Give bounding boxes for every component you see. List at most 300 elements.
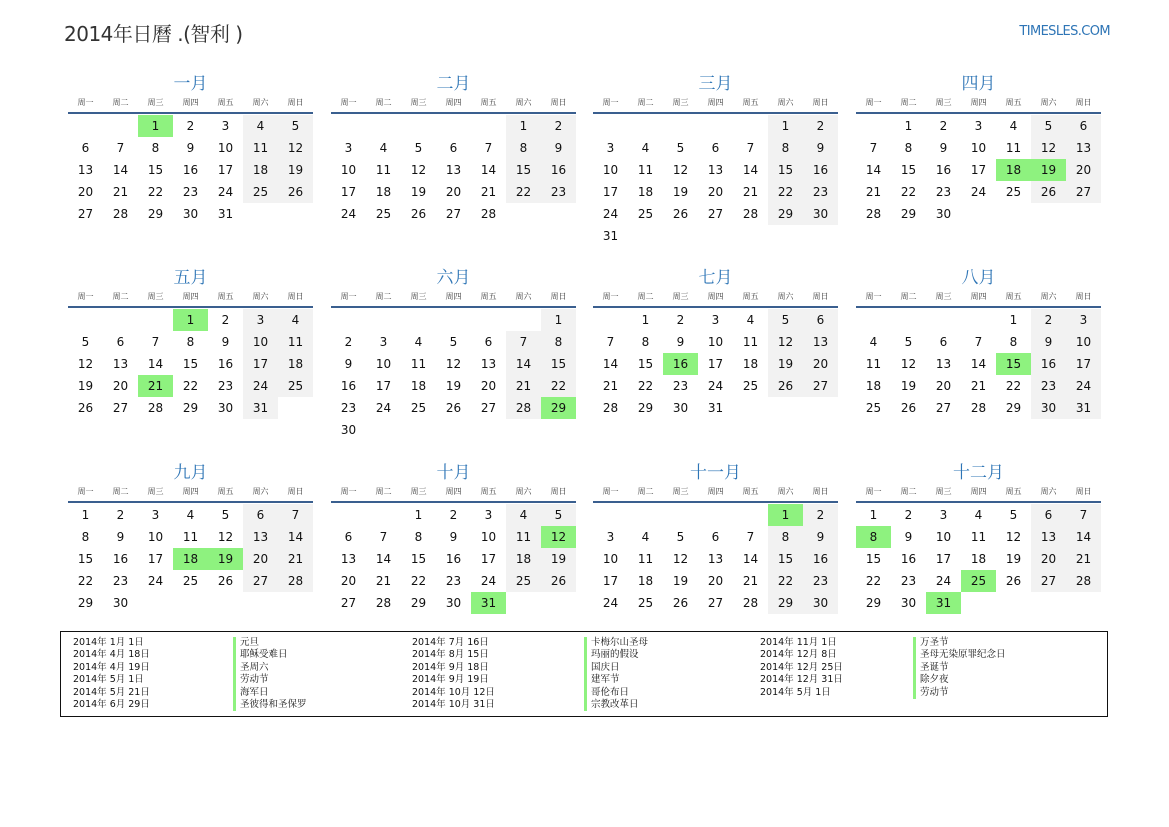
day-cell: 19	[672, 185, 689, 199]
day-cell: 27	[1031, 570, 1066, 592]
day-cell: 4	[1009, 119, 1018, 133]
day-cell: 26	[541, 570, 576, 592]
holiday-name: 劳动节	[233, 674, 307, 686]
day-cell: 26	[672, 596, 689, 610]
day-cell: 26	[410, 207, 427, 221]
day-cell: 21	[480, 185, 497, 199]
day-cell: 4	[869, 335, 878, 349]
day-cell: 6	[243, 504, 278, 526]
day-cell: 4	[243, 115, 278, 137]
day-cell: 6	[116, 335, 125, 349]
day-cell: 9	[939, 141, 948, 155]
day-cell: 8	[904, 141, 913, 155]
day-grid	[331, 115, 576, 225]
holiday-name: 圣彼得和圣保罗	[233, 699, 307, 711]
day-cell: 8	[151, 141, 160, 155]
weekday-header	[331, 290, 576, 308]
day-cell: 5	[1031, 115, 1066, 137]
day-cell: 29	[768, 203, 803, 225]
day-grid	[593, 115, 838, 247]
day-cell: 29	[77, 596, 94, 610]
holiday-name: 宗教改革日	[584, 699, 648, 711]
day-cell: 12	[410, 163, 427, 177]
weekday-label: 周五	[480, 487, 497, 496]
day-cell: 15	[900, 163, 917, 177]
holiday-day: 18	[996, 159, 1031, 181]
day-cell: 20	[243, 548, 278, 570]
day-cell: 14	[742, 552, 759, 566]
weekday-label: 周二	[112, 98, 129, 107]
month-11	[593, 461, 838, 614]
day-cell: 3	[711, 313, 720, 327]
day-cell: 13	[340, 552, 357, 566]
weekday-header	[331, 485, 576, 503]
day-cell: 17	[480, 552, 497, 566]
day-cell: 11	[410, 357, 427, 371]
day-grid	[331, 309, 576, 441]
day-cell: 17	[935, 552, 952, 566]
weekday-label: 周二	[900, 292, 917, 301]
day-cell: 21	[970, 379, 987, 393]
holiday-day: 1	[768, 504, 803, 526]
day-cell: 24	[480, 574, 497, 588]
day-cell: 1	[904, 119, 913, 133]
empty-cell	[698, 504, 733, 526]
day-cell: 30	[900, 596, 917, 610]
day-cell: 25	[637, 596, 654, 610]
day-cell: 15	[182, 357, 199, 371]
day-cell: 5	[768, 309, 803, 331]
day-cell: 16	[217, 357, 234, 371]
weekday-header	[68, 290, 313, 308]
day-cell: 28	[480, 207, 497, 221]
day-cell: 10	[480, 530, 497, 544]
day-cell: 19	[278, 159, 313, 181]
day-cell: 30	[803, 592, 838, 614]
day-cell: 27	[445, 207, 462, 221]
day-cell: 2	[803, 504, 838, 526]
weekday-label: 周日	[550, 487, 567, 496]
day-cell: 1	[1009, 313, 1018, 327]
day-cell: 15	[541, 353, 576, 375]
day-cell: 20	[803, 353, 838, 375]
holiday-name: 圣诞节	[913, 662, 1006, 674]
day-cell: 13	[480, 357, 497, 371]
day-cell: 1	[768, 115, 803, 137]
day-cell: 19	[445, 379, 462, 393]
day-cell: 23	[803, 570, 838, 592]
weekday-label: 周五	[742, 98, 759, 107]
day-cell: 29	[1005, 401, 1022, 415]
day-cell: 27	[803, 375, 838, 397]
holiday-day: 18	[173, 548, 208, 570]
day-cell: 14	[1066, 526, 1101, 548]
month-3	[593, 72, 838, 247]
weekday-header	[593, 485, 838, 503]
holiday-date: 2014年 1月 1日	[73, 637, 144, 648]
weekday-label: 周六	[1040, 487, 1057, 496]
day-cell: 10	[935, 530, 952, 544]
day-cell: 19	[672, 574, 689, 588]
weekday-label: 周日	[1075, 98, 1092, 107]
day-cell: 31	[217, 207, 234, 221]
day-cell: 31	[707, 401, 724, 415]
month-name: 五月	[173, 268, 208, 288]
holiday-date: 2014年 10月 31日	[412, 698, 495, 710]
holiday-names-column	[913, 637, 1006, 699]
day-cell: 16	[445, 552, 462, 566]
holiday-date: 2014年 6月 29日	[73, 698, 150, 710]
weekday-header	[593, 290, 838, 308]
empty-cell	[366, 504, 401, 526]
weekday-label: 周二	[900, 487, 917, 496]
day-cell: 27	[935, 401, 952, 415]
day-cell: 6	[449, 141, 458, 155]
holiday-date: 2014年 12月 31日	[760, 674, 843, 686]
weekday-label: 周二	[637, 98, 654, 107]
weekday-label: 周日	[550, 292, 567, 301]
weekday-label: 周三	[935, 487, 952, 496]
day-cell: 24	[935, 574, 952, 588]
day-cell: 7	[278, 504, 313, 526]
holiday-date: 2014年 7月 16日	[412, 637, 489, 648]
day-cell: 11	[742, 335, 759, 349]
weekday-label: 周四	[445, 487, 462, 496]
holiday-day: 29	[541, 397, 576, 419]
day-cell: 13	[112, 357, 129, 371]
holiday-date: 2014年 5月 1日	[760, 686, 831, 698]
day-cell: 22	[506, 181, 541, 203]
day-cell: 27	[707, 596, 724, 610]
day-cell: 31	[1066, 397, 1101, 419]
day-cell: 7	[1066, 504, 1101, 526]
day-cell: 12	[768, 331, 803, 353]
empty-cell	[401, 115, 436, 137]
day-cell: 23	[1031, 375, 1066, 397]
day-cell: 25	[410, 401, 427, 415]
day-cell: 15	[506, 159, 541, 181]
day-cell: 2	[449, 508, 458, 522]
day-cell: 28	[970, 401, 987, 415]
day-cell: 10	[602, 163, 619, 177]
month-5	[68, 266, 313, 419]
empty-cell	[593, 115, 628, 137]
day-cell: 9	[803, 526, 838, 548]
holiday-date: 2014年 11月 1日	[760, 637, 837, 648]
day-cell: 17	[217, 163, 234, 177]
weekday-label: 周一	[865, 292, 882, 301]
day-cell: 4	[641, 530, 650, 544]
day-cell: 24	[243, 375, 278, 397]
weekday-label: 周五	[1005, 292, 1022, 301]
day-cell: 17	[970, 163, 987, 177]
day-cell: 28	[742, 596, 759, 610]
day-cell: 13	[707, 163, 724, 177]
day-cell: 19	[77, 379, 94, 393]
day-cell: 25	[637, 207, 654, 221]
day-cell: 2	[939, 119, 948, 133]
day-cell: 29	[865, 596, 882, 610]
day-cell: 30	[217, 401, 234, 415]
weekday-label: 周六	[777, 98, 794, 107]
empty-cell	[733, 115, 768, 137]
day-cell: 25	[243, 181, 278, 203]
holiday-day: 8	[856, 526, 891, 548]
day-cell: 26	[77, 401, 94, 415]
day-cell: 2	[676, 313, 685, 327]
day-cell: 7	[746, 530, 755, 544]
day-cell: 2	[541, 115, 576, 137]
weekday-label: 周一	[602, 487, 619, 496]
day-cell: 23	[112, 574, 129, 588]
day-cell: 10	[147, 530, 164, 544]
day-cell: 11	[278, 331, 313, 353]
day-cell: 24	[602, 596, 619, 610]
weekday-label: 周日	[1075, 292, 1092, 301]
day-cell: 24	[217, 185, 234, 199]
day-cell: 11	[637, 552, 654, 566]
holiday-name: 卡梅尔山圣母	[584, 637, 648, 649]
weekday-label: 周五	[217, 292, 234, 301]
holiday-name: 哥伦布日	[584, 687, 648, 699]
day-cell: 1	[414, 508, 423, 522]
month-name: 九月	[173, 463, 208, 483]
month-8	[856, 266, 1101, 419]
day-cell: 5	[278, 115, 313, 137]
holiday-name: 圣周六	[233, 662, 307, 674]
day-cell: 7	[116, 141, 125, 155]
weekday-label: 周三	[147, 292, 164, 301]
weekday-label: 周四	[182, 292, 199, 301]
day-cell: 6	[1066, 115, 1101, 137]
day-cell: 8	[768, 137, 803, 159]
day-cell: 20	[445, 185, 462, 199]
weekday-label: 周一	[340, 292, 357, 301]
weekday-label: 周四	[970, 487, 987, 496]
day-cell: 11	[506, 526, 541, 548]
day-cell: 23	[217, 379, 234, 393]
holiday-day: 12	[541, 526, 576, 548]
month-10	[331, 461, 576, 614]
day-cell: 7	[606, 335, 615, 349]
day-cell: 6	[711, 530, 720, 544]
day-cell: 10	[340, 163, 357, 177]
weekday-label: 周三	[935, 98, 952, 107]
month-7	[593, 266, 838, 419]
month-12	[856, 461, 1101, 614]
holiday-dates-column	[760, 637, 843, 699]
day-cell: 28	[147, 401, 164, 415]
day-cell: 20	[340, 574, 357, 588]
day-cell: 8	[81, 530, 90, 544]
weekday-header	[331, 96, 576, 114]
day-cell: 13	[77, 163, 94, 177]
day-cell: 28	[1066, 570, 1101, 592]
weekday-label: 周日	[287, 292, 304, 301]
holiday-name: 除夕夜	[913, 674, 1006, 686]
holiday-day: 1	[138, 115, 173, 137]
holiday-date: 2014年 5月 1日	[73, 674, 144, 686]
weekday-label: 周日	[812, 98, 829, 107]
empty-cell	[331, 504, 366, 526]
weekday-label: 周日	[287, 98, 304, 107]
day-cell: 21	[742, 574, 759, 588]
month-name: 七月	[698, 268, 733, 288]
weekday-label: 周日	[812, 487, 829, 496]
day-cell: 19	[768, 353, 803, 375]
holiday-date: 2014年 10月 12日	[412, 686, 495, 698]
day-cell: 15	[410, 552, 427, 566]
holiday-name: 元旦	[233, 637, 307, 649]
day-cell: 14	[112, 163, 129, 177]
weekday-label: 周六	[1040, 98, 1057, 107]
weekday-label: 周四	[707, 98, 724, 107]
day-cell: 30	[935, 207, 952, 221]
month-name: 十二月	[953, 463, 1004, 483]
empty-cell	[366, 309, 401, 331]
holiday-name: 玛丽的假设	[584, 649, 648, 661]
day-cell: 22	[637, 379, 654, 393]
day-cell: 14	[506, 353, 541, 375]
day-cell: 20	[935, 379, 952, 393]
weekday-label: 周一	[340, 98, 357, 107]
holiday-dates-column	[73, 637, 150, 711]
month-4	[856, 72, 1101, 225]
day-cell: 24	[340, 207, 357, 221]
weekday-label: 周日	[287, 487, 304, 496]
day-cell: 29	[182, 401, 199, 415]
holiday-date: 2014年 9月 18日	[412, 661, 489, 673]
day-cell: 14	[602, 357, 619, 371]
day-cell: 4	[186, 508, 195, 522]
day-cell: 9	[904, 530, 913, 544]
day-cell: 11	[375, 163, 392, 177]
day-cell: 11	[243, 137, 278, 159]
day-cell: 7	[506, 331, 541, 353]
weekday-label: 周二	[375, 292, 392, 301]
weekday-label: 周一	[865, 98, 882, 107]
day-cell: 7	[484, 141, 493, 155]
day-cell: 17	[707, 357, 724, 371]
day-cell: 6	[803, 309, 838, 331]
day-cell: 14	[742, 163, 759, 177]
empty-cell	[856, 309, 891, 331]
day-cell: 31	[243, 397, 278, 419]
day-cell: 6	[344, 530, 353, 544]
day-cell: 14	[278, 526, 313, 548]
day-cell: 19	[541, 548, 576, 570]
day-cell: 22	[77, 574, 94, 588]
holiday-day: 15	[996, 353, 1031, 375]
month-9	[68, 461, 313, 614]
day-cell: 22	[768, 570, 803, 592]
day-cell: 1	[869, 508, 878, 522]
weekday-label: 周六	[515, 487, 532, 496]
day-cell: 18	[375, 185, 392, 199]
day-cell: 15	[77, 552, 94, 566]
day-cell: 9	[676, 335, 685, 349]
empty-cell	[733, 504, 768, 526]
day-cell: 20	[112, 379, 129, 393]
day-cell: 29	[637, 401, 654, 415]
day-cell: 16	[1031, 353, 1066, 375]
day-cell: 11	[637, 163, 654, 177]
holiday-day: 31	[926, 592, 961, 614]
month-name: 十一月	[690, 463, 741, 483]
day-cell: 8	[541, 331, 576, 353]
day-cell: 23	[900, 574, 917, 588]
day-cell: 25	[506, 570, 541, 592]
day-cell: 15	[147, 163, 164, 177]
day-cell: 12	[672, 552, 689, 566]
month-name: 六月	[436, 268, 471, 288]
day-cell: 13	[707, 552, 724, 566]
day-cell: 3	[344, 141, 353, 155]
day-cell: 4	[974, 508, 983, 522]
weekday-label: 周四	[970, 292, 987, 301]
day-cell: 18	[637, 574, 654, 588]
weekday-label: 周三	[672, 98, 689, 107]
day-cell: 30	[112, 596, 129, 610]
day-cell: 9	[186, 141, 195, 155]
day-cell: 28	[742, 207, 759, 221]
weekday-label: 周六	[252, 292, 269, 301]
holiday-day: 16	[663, 353, 698, 375]
weekday-label: 周六	[252, 487, 269, 496]
weekday-label: 周二	[900, 98, 917, 107]
day-cell: 23	[182, 185, 199, 199]
day-cell: 16	[803, 159, 838, 181]
weekday-label: 周四	[445, 292, 462, 301]
day-cell: 21	[742, 185, 759, 199]
empty-cell	[103, 309, 138, 331]
day-cell: 10	[375, 357, 392, 371]
weekday-label: 周六	[515, 292, 532, 301]
day-cell: 28	[506, 397, 541, 419]
day-cell: 13	[445, 163, 462, 177]
day-cell: 1	[81, 508, 90, 522]
day-cell: 25	[278, 375, 313, 397]
holiday-date: 2014年 9月 19日	[412, 674, 489, 686]
site-link[interactable]: TIMESLES.COM	[1019, 24, 1110, 39]
holiday-name: 建军节	[584, 674, 648, 686]
day-cell: 21	[602, 379, 619, 393]
day-grid	[68, 309, 313, 419]
day-cell: 7	[151, 335, 160, 349]
holiday-list	[60, 631, 1108, 717]
holiday-names-column	[584, 637, 648, 711]
day-cell: 25	[742, 379, 759, 393]
page-title: 2014年日曆 .(智利 )	[64, 22, 243, 46]
weekday-label: 周一	[865, 487, 882, 496]
day-grid	[68, 504, 313, 614]
weekday-label: 周四	[445, 98, 462, 107]
day-cell: 24	[970, 185, 987, 199]
day-cell: 6	[939, 335, 948, 349]
day-cell: 21	[278, 548, 313, 570]
day-cell: 30	[340, 423, 357, 437]
holiday-day: 1	[173, 309, 208, 331]
day-cell: 22	[1005, 379, 1022, 393]
day-cell: 14	[480, 163, 497, 177]
weekday-label: 周日	[1075, 487, 1092, 496]
day-cell: 16	[803, 548, 838, 570]
day-cell: 3	[1066, 309, 1101, 331]
holiday-date: 2014年 5月 21日	[73, 686, 150, 698]
day-cell: 9	[803, 137, 838, 159]
weekday-label: 周四	[707, 292, 724, 301]
day-cell: 26	[445, 401, 462, 415]
